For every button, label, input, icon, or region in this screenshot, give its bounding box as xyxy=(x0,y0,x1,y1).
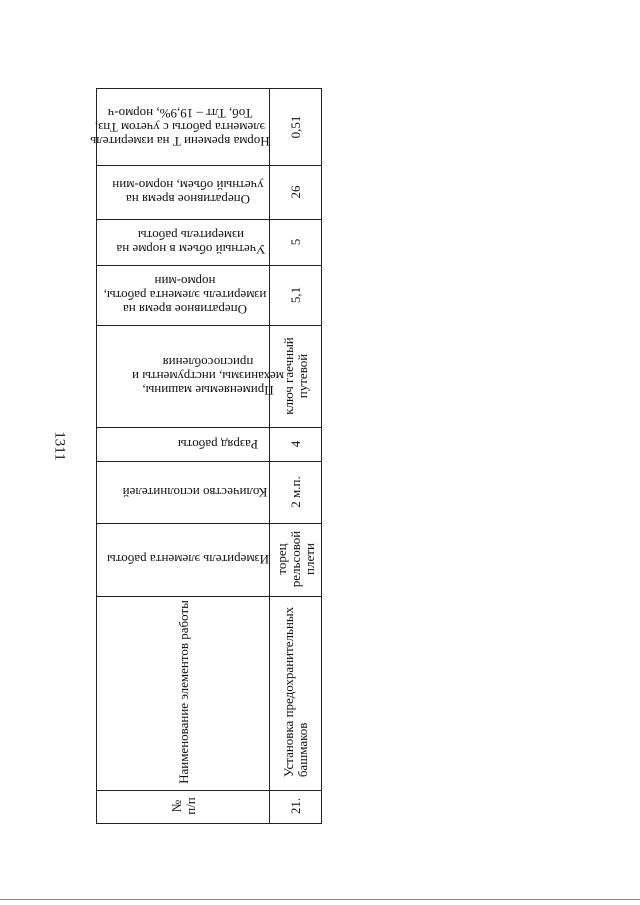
row-divider xyxy=(96,461,322,462)
header-meter-text: Измеритель элемента работы xyxy=(107,552,269,567)
header-tools-line1: Применяемые машины, xyxy=(142,383,274,398)
cell-num-value: 21. xyxy=(288,797,303,815)
header-norm-time-line2: элемента работы с учетом Тпз, xyxy=(94,120,266,135)
row-divider xyxy=(96,219,322,220)
header-num-line1: № xyxy=(169,799,184,813)
cell-norm-time-value: 0,51 xyxy=(288,115,303,139)
header-name-text: Наименование элементов работы xyxy=(176,600,191,784)
cell-meter-line1: торец xyxy=(274,543,289,575)
row-divider xyxy=(96,325,322,326)
cell-volume-value: 5 xyxy=(288,238,303,246)
cell-tools-line1: ключ гаечный xyxy=(281,337,296,415)
cell-grade-value: 4 xyxy=(288,440,303,448)
row-divider xyxy=(96,523,322,524)
row-divider xyxy=(96,165,322,166)
cell-performers-value: 2 м.п. xyxy=(288,476,303,508)
row-divider xyxy=(96,427,322,428)
cell-name-line2: башмаков xyxy=(295,722,310,778)
header-op-time-line1: Оперативное время на xyxy=(122,302,248,317)
header-op-time-line3: нормо-мин xyxy=(154,274,216,289)
cell-op-time-value: 5,1 xyxy=(288,286,303,304)
header-tools-line2: механизмы, инструменты и xyxy=(131,369,285,384)
header-tools-line3: приспособления xyxy=(162,355,254,370)
header-volume-line2: измеритель работы xyxy=(137,228,245,243)
cell-op-time-volume-value: 26 xyxy=(288,185,303,199)
header-volume-line1: Учетный объем в норме на xyxy=(116,242,266,257)
header-norm-time-line1: Норма времени Т на измеритель xyxy=(90,134,270,149)
page-bottom-edge xyxy=(0,899,640,900)
header-op-time-volume-line1: Оперативное время на xyxy=(125,192,251,207)
header-grade-text: Разряд работы xyxy=(177,437,259,452)
column-divider xyxy=(269,88,270,824)
row-divider xyxy=(96,265,322,266)
cell-meter-line3: плети xyxy=(302,543,317,575)
header-op-time-line2: измеритель элемента работы, xyxy=(103,288,267,303)
header-op-time-volume-line2: учетный объем, нормо-мин xyxy=(112,178,264,193)
header-performers-text: Количество исполнителей xyxy=(122,485,268,500)
row-divider xyxy=(96,596,322,597)
page-number-text: 1311 xyxy=(51,431,68,461)
cell-tools-line2: путевой xyxy=(295,353,310,399)
cell-name-line1: Установка предохранительных xyxy=(281,606,296,778)
header-norm-time-line3: Тоб, Тлт – 19,9%, нормо-ч xyxy=(107,106,253,121)
row-divider xyxy=(96,790,322,791)
header-num-line2: п/п xyxy=(183,797,198,815)
cell-meter-line2: рельсовой xyxy=(288,530,303,588)
